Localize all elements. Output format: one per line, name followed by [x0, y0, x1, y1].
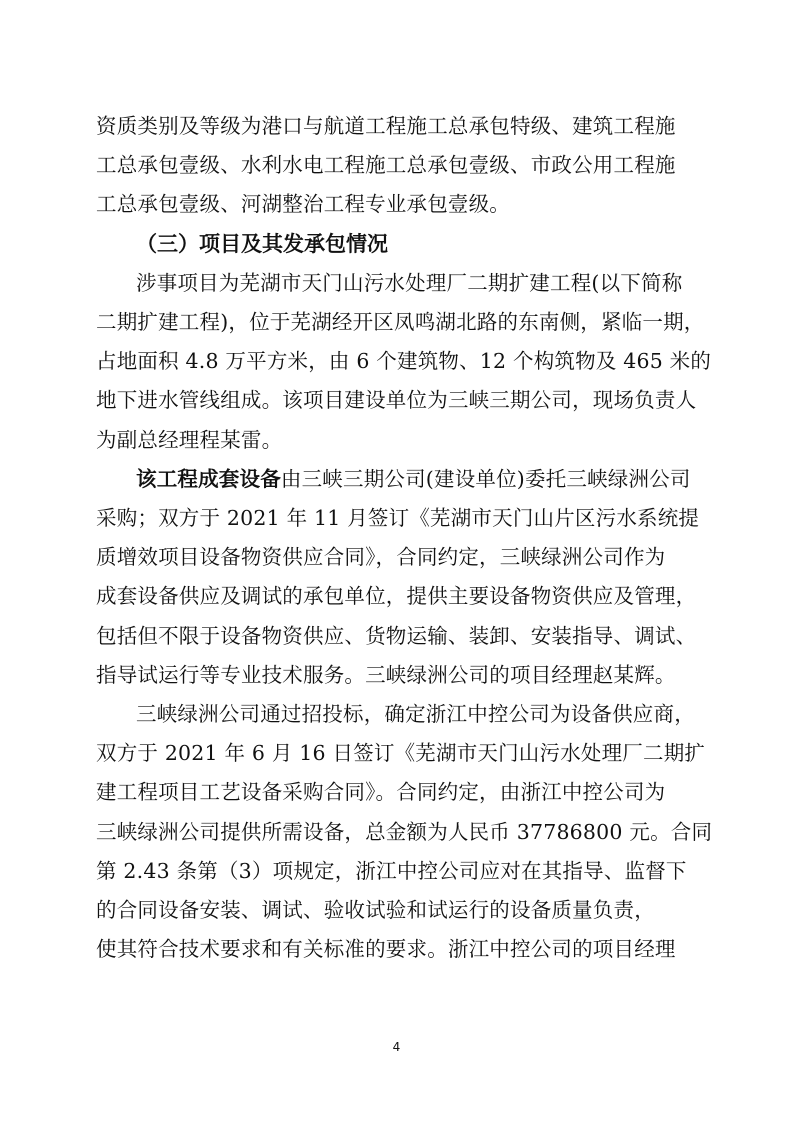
text-run: 由三峡三期公司(建设单位)委托三峡绿洲公司 — [280, 467, 691, 491]
page-number: 4 — [392, 1040, 401, 1054]
text-line: 三峡绿洲公司提供所需设备，总金额为人民币 37786800 元。合同 — [96, 820, 713, 844]
text-line: 指导试运行等专业技术服务。三峡绿洲公司的项目经理赵某辉。 — [96, 663, 676, 687]
bold-lead-text: 该工程成套设备 — [136, 467, 281, 491]
text-line: 双方于 2021 年 6 月 16 日签订《芜湖市天门山污水处理厂二期扩 — [96, 741, 706, 765]
text-line: 使其符合技术要求和有关标准的要求。浙江中控公司的项目经理 — [96, 937, 676, 961]
text-line: 成套设备供应及调试的承包单位，提供主要设备物资供应及管理， — [96, 584, 697, 608]
text-line: 包括但不限于设备物资供应、货物运输、装卸、安装指导、调试、 — [96, 624, 697, 648]
section-heading: （三）项目及其发承包情况 — [136, 232, 388, 256]
text-line: 的合同设备安装、调试、验收试验和试运行的设备质量负责， — [96, 898, 655, 922]
text-line: 采购；双方于 2021 年 11 月签订《芜湖市天门山片区污水系统提 — [96, 506, 700, 530]
text-line: 地下进水管线组成。该项目建设单位为三峡三期公司，现场负责人 — [96, 388, 697, 412]
text-line: 第 2.43 条第（3）项规定，浙江中控公司应对在其指导、监督下 — [96, 859, 687, 883]
text-line: 占地面积 4.8 万平方米，由 6 个建筑物、12 个构筑物及 465 米的 — [96, 349, 712, 373]
text-line: 建工程项目工艺设备采购合同》。合同约定，由浙江中控公司为 — [96, 780, 666, 804]
text-line: 涉事项目为芜湖市天门山污水处理厂二期扩建工程(以下简称 — [136, 271, 683, 295]
text-line: 工总承包壹级、水利水电工程施工总承包壹级、市政公用工程施 — [96, 153, 676, 177]
text-line: 为副总经理程某雷。 — [96, 428, 283, 452]
text-line: 工总承包壹级、河湖整治工程专业承包壹级。 — [96, 192, 510, 216]
text-line — [136, 466, 706, 492]
text-line: 资质类别及等级为港口与航道工程施工总承包特级、建筑工程施 — [96, 114, 676, 138]
text-line: 三峡绿洲公司通过招投标，确定浙江中控公司为设备供应商， — [136, 702, 695, 726]
text-line: 二期扩建工程)，位于芜湖经开区凤鸣湖北路的东南侧，紧临一期， — [96, 310, 705, 334]
text-line: 质增效项目设备物资供应合同》，合同约定，三峡绿洲公司作为 — [96, 545, 666, 569]
